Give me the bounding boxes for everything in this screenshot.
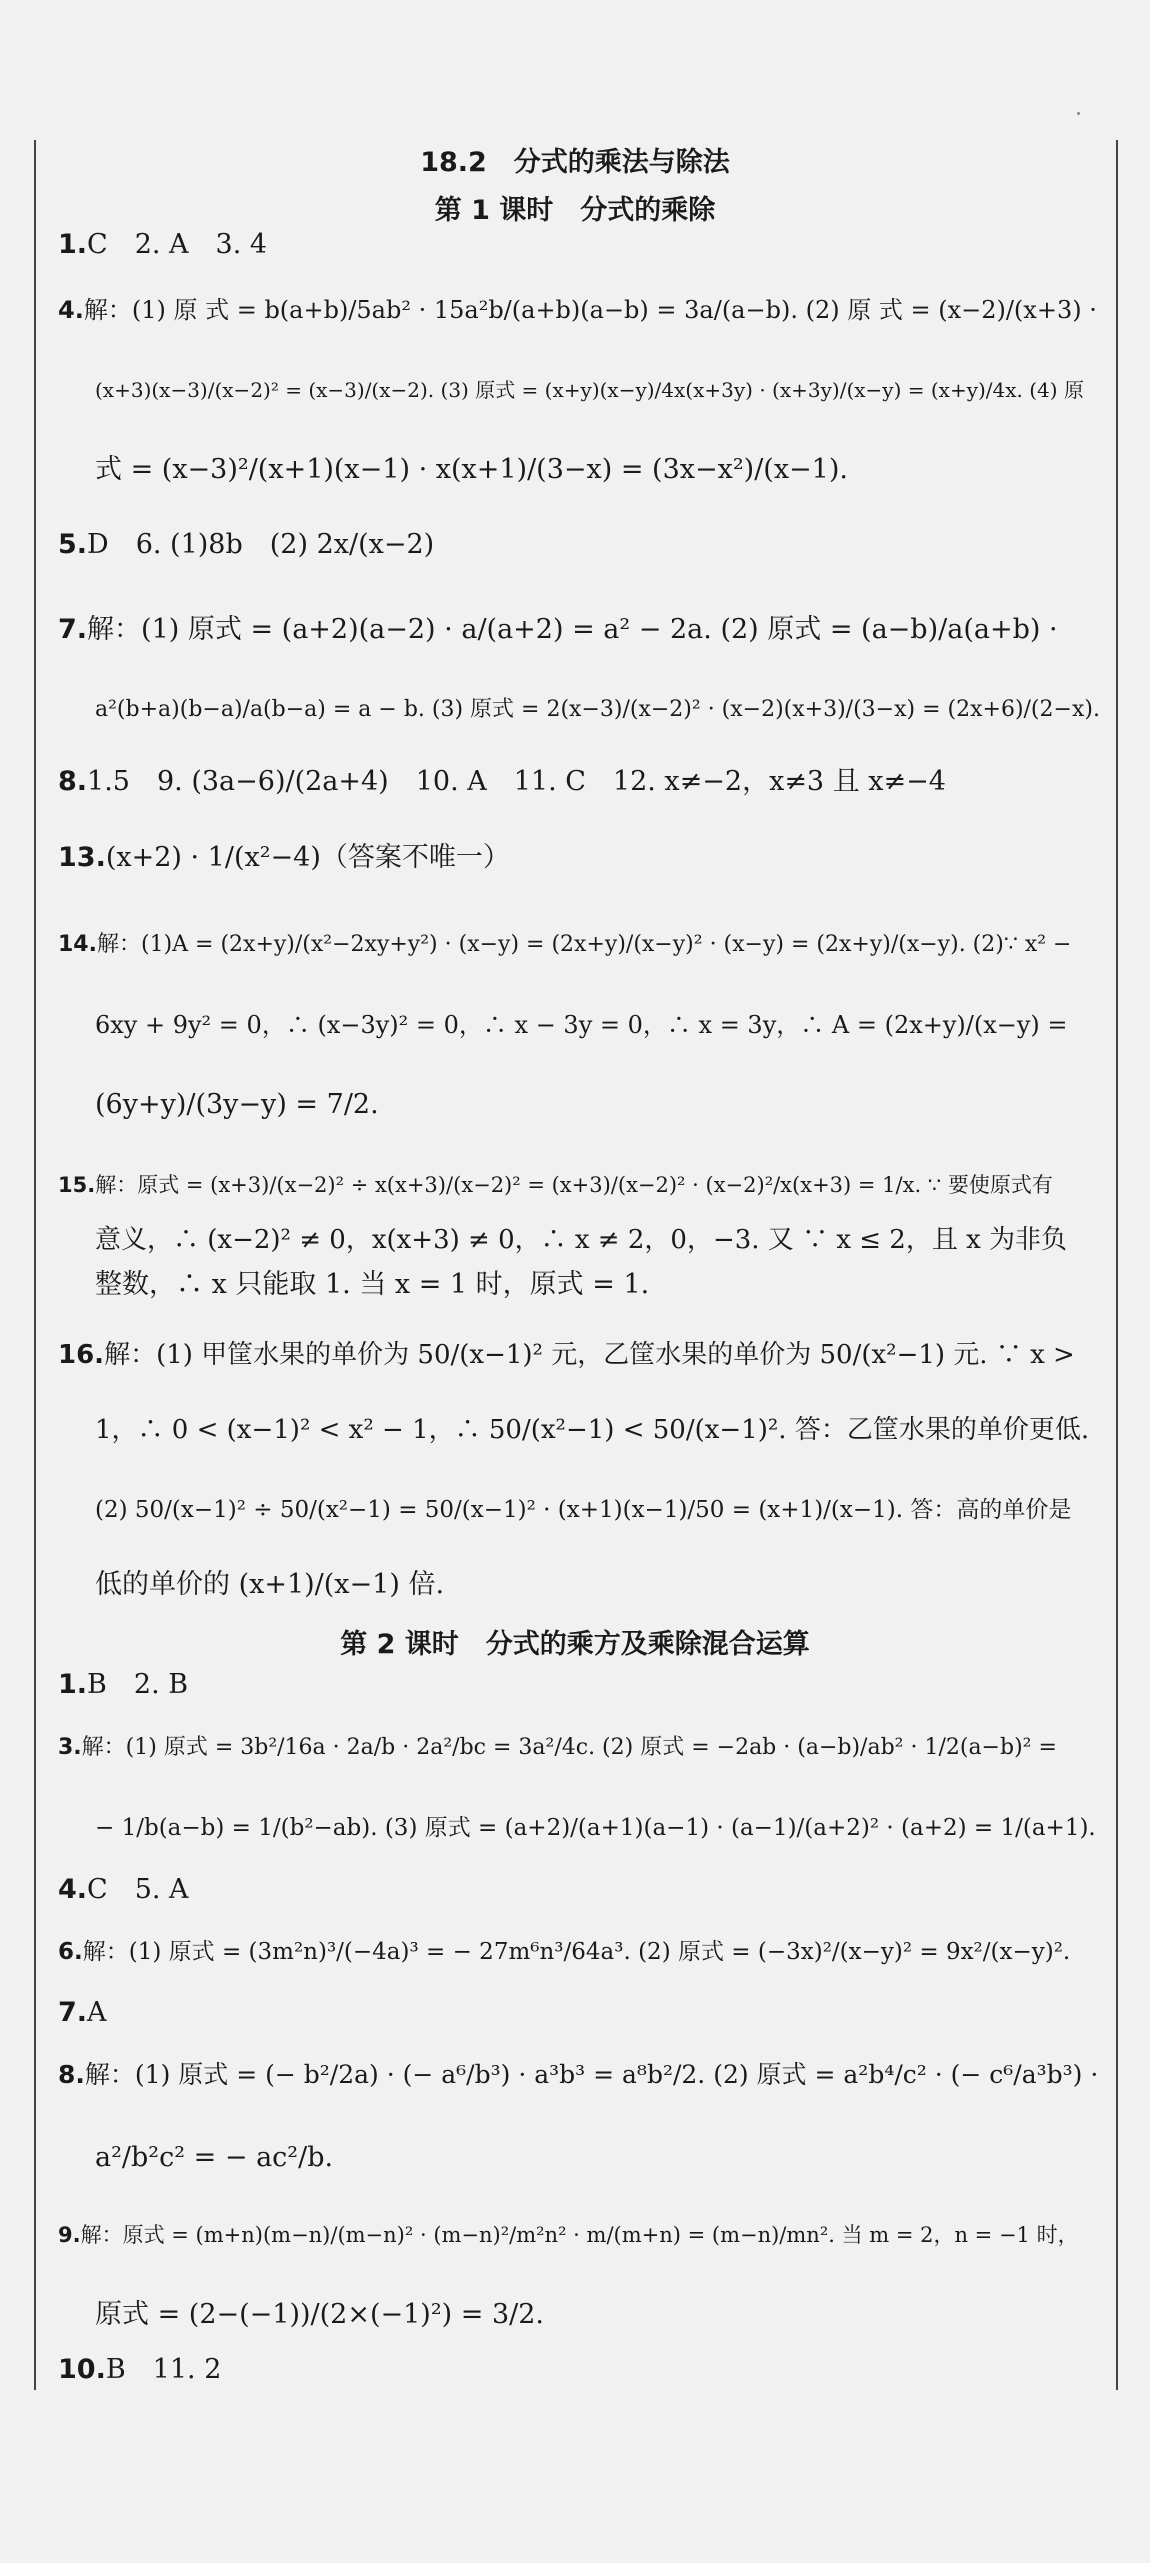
answer-line: (6y+y)/(3y−y) = 7/2.: [95, 1089, 379, 1120]
answer-line: 整数，∴ x 只能取 1. 当 x = 1 时，原式 = 1.: [95, 1269, 650, 1300]
answer-line: 1，∴ 0 < (x−1)² < x² − 1，∴ 50/(x²−1) < 50/(x−1)². 答：乙筐水果的单价更低.: [95, 1415, 1090, 1445]
answer-line: a²(b+a)(b−a)/a(b−a) = a − b. (3) 原式 = 2(x−3)/(x−2)² · (x−2)(x+3)/(3−x) = (2x+6)/(2−x).: [95, 697, 1100, 722]
right-margin-rule: [1116, 140, 1118, 2390]
answer-line: 原式 = (2−(−1))/(2×(−1)²) = 3/2.: [95, 2299, 545, 2330]
section-title: 18.2 分式的乘法与除法: [420, 147, 730, 178]
answer-line: 9.解：原式 = (m+n)(m−n)/(m−n)² · (m−n)²/m²n² · m/(m+n) = (m−n)/mn². 当 m = 2，n = −1 时，: [58, 2223, 1079, 2247]
answer-line: 16.解：(1) 甲筐水果的单价为 50/(x−1)² 元，乙筐水果的单价为 50/(x²−1) 元. ∵ x >: [58, 1340, 1075, 1370]
answer-line: 8.解：(1) 原式 = (− b²/2a) · (− a⁶/b³) · a³b³ = a⁸b²/2. (2) 原式 = a²b⁴/c² · (− c⁶/a³b³) ·: [58, 2060, 1099, 2089]
lesson-2-title: 第 2 课时 分式的乘方及乘除混合运算: [340, 1629, 810, 1660]
answer-line: 意义，∴ (x−2)² ≠ 0，x(x+3) ≠ 0，∴ x ≠ 2，0，−3. 又 ∵ x ≤ 2，且 x 为非负: [95, 1225, 1068, 1255]
answer-line: (2) 50/(x−1)² ÷ 50/(x²−1) = 50/(x−1)² · (x+1)(x−1)/50 = (x+1)/(x−1). 答：高的单价是: [95, 1497, 1072, 1523]
answer-line: 6.解：(1) 原式 = (3m²n)³/(−4a)³ = − 27m⁶n³/64a³. (2) 原式 = (−3x)²/(x−y)² = 9x²/(x−y)².: [58, 1939, 1071, 1965]
answer-line: 4.C 5. A: [58, 1874, 189, 1905]
answer-line: 低的单价的 (x+1)/(x−1) 倍.: [95, 1569, 445, 1600]
answer-line: 5.D 6. (1)8b (2) 2x/(x−2): [58, 529, 435, 560]
answer-line: − 1/b(a−b) = 1/(b²−ab). (3) 原式 = (a+2)/(a+1)(a−1) · (a−1)/(a+2)² · (a+2) = 1/(a+1).: [95, 1815, 1096, 1841]
left-margin-rule: [34, 140, 36, 2390]
answer-line: (x+3)(x−3)/(x−2)² = (x−3)/(x−2). (3) 原式 = (x+y)(x−y)/4x(x+3y) · (x+3y)/(x−y) = (x+y)/4x. (4) 原: [95, 378, 1084, 402]
speck-mark: [1077, 112, 1080, 115]
lesson-1-title: 第 1 课时 分式的乘除: [434, 195, 716, 226]
answer-line: 15.解：原式 = (x+3)/(x−2)² ÷ x(x+3)/(x−2)² = (x+3)/(x−2)² · (x−2)²/x(x+3) = 1/x. ∵ 要使原式有: [58, 1173, 1053, 1197]
answer-line: 13.(x+2) · 1/(x²−4)（答案不唯一）: [58, 842, 510, 873]
answer-line: 8.1.5 9. (3a−6)/(2a+4) 10. A 11. C 12. x≠−2，x≠3 且 x≠−4: [58, 766, 946, 797]
answer-line: 1.C 2. A 3. 4: [58, 229, 268, 260]
answer-line: 14.解：(1)A = (2x+y)/(x²−2xy+y²) · (x−y) = (2x+y)/(x−y)² · (x−y) = (2x+y)/(x−y). (2)∵ x² −: [58, 932, 1072, 957]
answer-line: 式 = (x−3)²/(x+1)(x−1) · x(x+1)/(3−x) = (3x−x²)/(x−1).: [95, 454, 848, 485]
answer-line: 3.解：(1) 原式 = 3b²/16a · 2a/b · 2a²/bc = 3a²/4c. (2) 原式 = −2ab · (a−b)/ab² · 1/2(a−b)² =: [58, 1735, 1057, 1760]
answer-line: 1.B 2. B: [58, 1669, 189, 1700]
answer-line: a²/b²c² = − ac²/b.: [95, 2142, 334, 2173]
answer-line: 7.解：(1) 原式 = (a+2)(a−2) · a/(a+2) = a² − 2a. (2) 原式 = (a−b)/a(a+b) ·: [58, 614, 1058, 645]
answer-line: 7.A: [58, 1997, 107, 2028]
answer-line: 10.B 11. 2: [58, 2354, 222, 2385]
answer-line: 6xy + 9y² = 0，∴ (x−3y)² = 0，∴ x − 3y = 0，∴ x = 3y，∴ A = (2x+y)/(x−y) =: [95, 1011, 1068, 1039]
answer-line: 4.解：(1) 原 式 = b(a+b)/5ab² · 15a²b/(a+b)(a−b) = 3a/(a−b). (2) 原 式 = (x−2)/(x+3) ·: [58, 296, 1097, 324]
